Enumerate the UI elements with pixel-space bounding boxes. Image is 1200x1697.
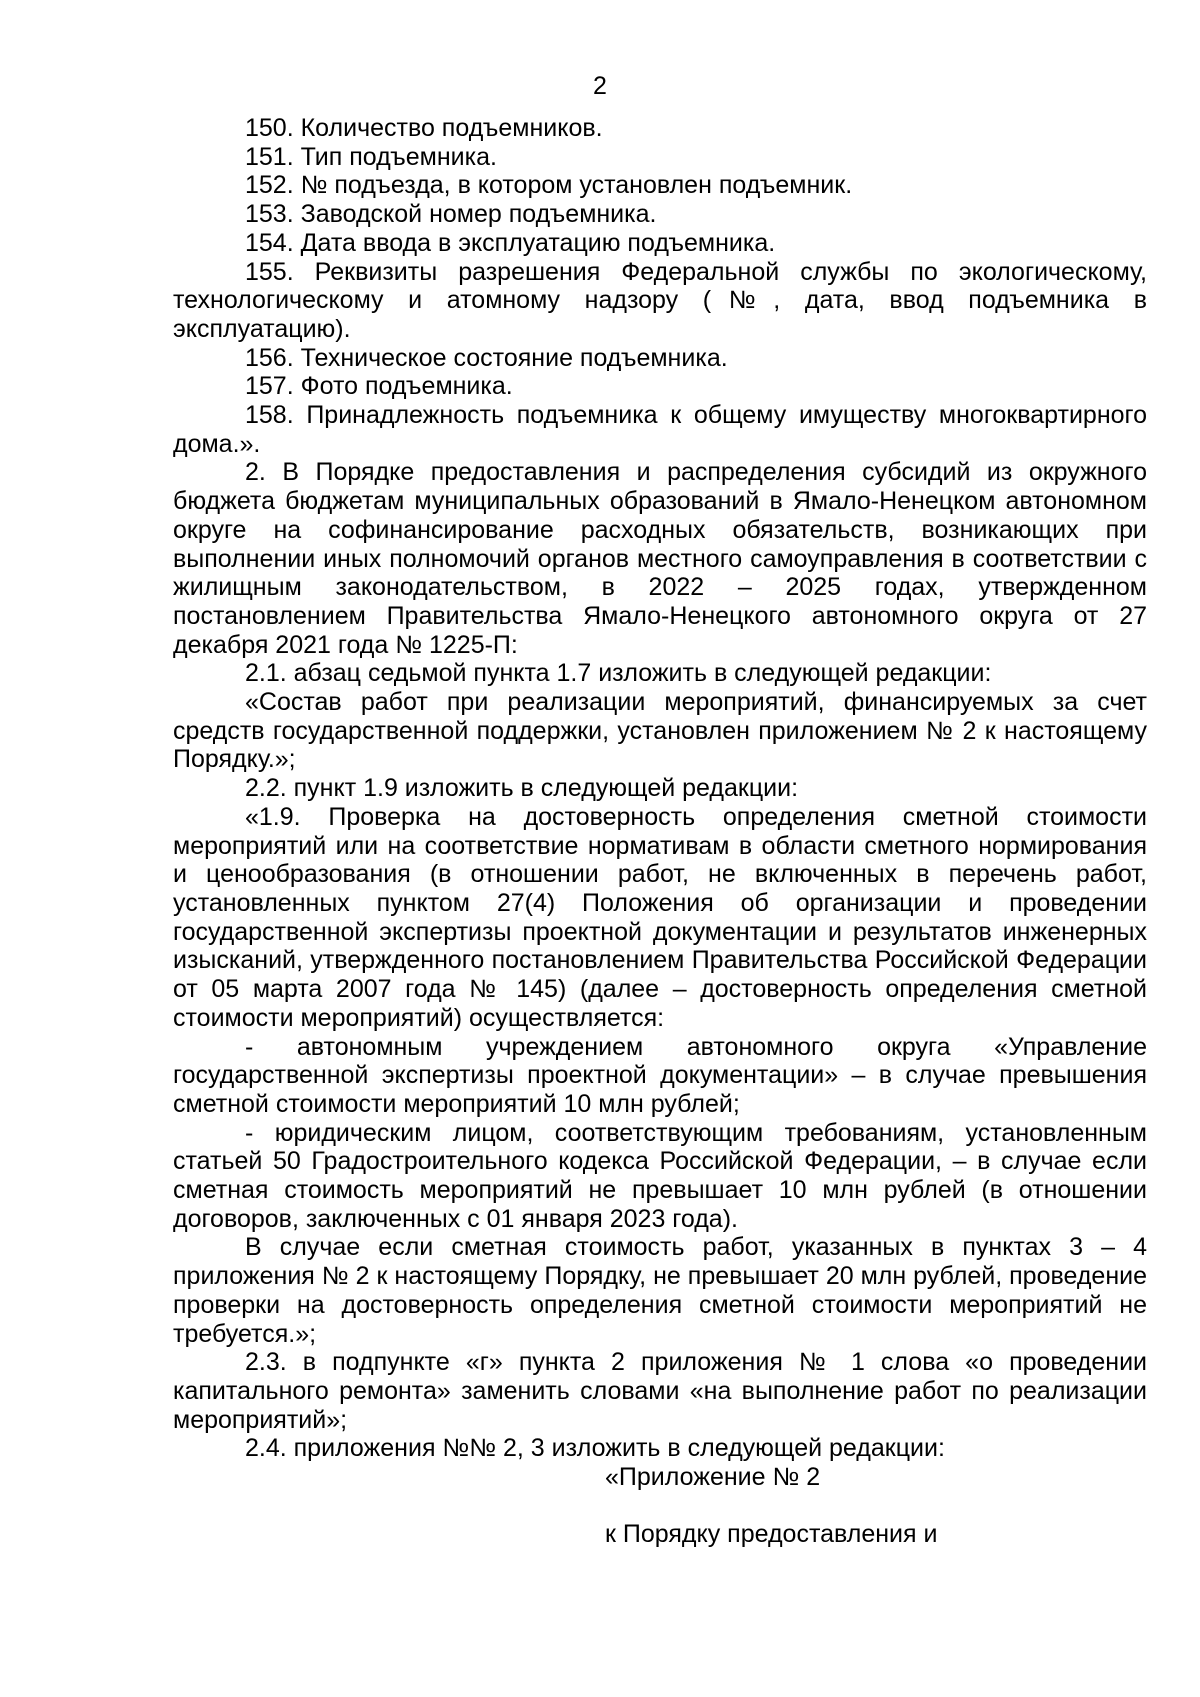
paragraph-list-item-1: - автономным учреждением автономного округа «Управление государственной экспертизы проектной документации» – в случае превышения сметной стоимости мероприятий 10 млн рублей; <box>173 1032 1147 1118</box>
document-body <box>173 114 1147 1549</box>
paragraph-section-2: 2. В Порядке предоставления и распределения субсидий из окружного бюджета бюджетам муниципальных образований в Ямало-Ненецком автономном округе на софинансирование расходных обязательств, возникающих при выполнении иных полномочий органов местного самоуправления в соответствии с жилищным законодательством, в 2022 – 2025 годах, утвержденном постановлением Правительства Ямало-Ненецкого автономного округа от 27 декабря 2021 года № 1225-П: <box>173 458 1147 659</box>
paragraph-152: 152. № подъезда, в котором установлен подъемник. <box>245 171 853 200</box>
paragraph-2-4: 2.4. приложения №№ 2, 3 изложить в следующей редакции: <box>245 1434 945 1463</box>
paragraph-150: 150. Количество подъемников. <box>245 114 603 142</box>
paragraph-151: 151. Тип подъемника. <box>245 142 497 171</box>
paragraph-1-9: «1.9. Проверка на достоверность определения сметной стоимости мероприятий или на соответствие нормативам в области сметного нормирования и ценообразования (в отношении работ, не включенных в перечень работ, установленных пунктом 27(4) Положения об организации и проведении государственной экспертизы проектной документации и результатов инженерных изысканий, утвержденного постановлением Правительства Российской Федерации от 05 марта 2007 года № 145) (далее – достоверность определения сметной стоимости мероприятий) осуществляется: <box>173 802 1147 1032</box>
paragraph-155: 155. Реквизиты разрешения Федеральной службы по экологическому, технологическому и атомному надзору (№, дата, ввод подъемника в эксплуатацию). <box>173 257 1147 343</box>
paragraph-153: 153. Заводской номер подъемника. <box>245 200 657 229</box>
paragraph-2-1: 2.1. абзац седьмой пункта 1.7 изложить в следующей редакции: <box>245 659 992 688</box>
appendix-subheading: к Порядку предоставления и <box>605 1520 938 1549</box>
paragraph-2-2: 2.2. пункт 1.9 изложить в следующей редакции: <box>245 774 799 803</box>
appendix-heading: «Приложение № 2 <box>605 1463 821 1492</box>
page-number: 2 <box>593 72 607 100</box>
paragraph-2-1-text: «Состав работ при реализации мероприятий, финансируемых за счет средств государственной поддержки, установлен приложением № 2 к настоящему Порядку.»; <box>173 688 1147 774</box>
paragraph-158: 158. Принадлежность подъемника к общему имуществу многоквартирного дома.». <box>173 401 1147 458</box>
paragraph-list-item-2: - юридическим лицом, соответствующим требованиям, установленным статьей 50 Градостроительного кодекса Российской Федерации, – в случае если сметная стоимость мероприятий не превышает 10 млн рублей (в отношении договоров, заключенных с 01 января 2023 года). <box>173 1118 1147 1233</box>
paragraph-157: 157. Фото подъемника. <box>245 372 513 401</box>
paragraph-154: 154. Дата ввода в эксплуатацию подъемника. <box>245 228 776 257</box>
paragraph-2-3: 2.3. в подпункте «г» пункта 2 приложения № 1 слова «о проведении капитального ремонта» заменить словами «на выполнение работ по реализации мероприятий»; <box>173 1348 1147 1434</box>
paragraph-156: 156. Техническое состояние подъемника. <box>245 343 728 372</box>
paragraph-exception: В случае если сметная стоимость работ, указанных в пунктах 3 – 4 приложения № 2 к настоящему Порядку, не превышает 20 млн рублей, проведение проверки на достоверность определения сметной стоимости мероприятий не требуется.»; <box>173 1233 1147 1348</box>
